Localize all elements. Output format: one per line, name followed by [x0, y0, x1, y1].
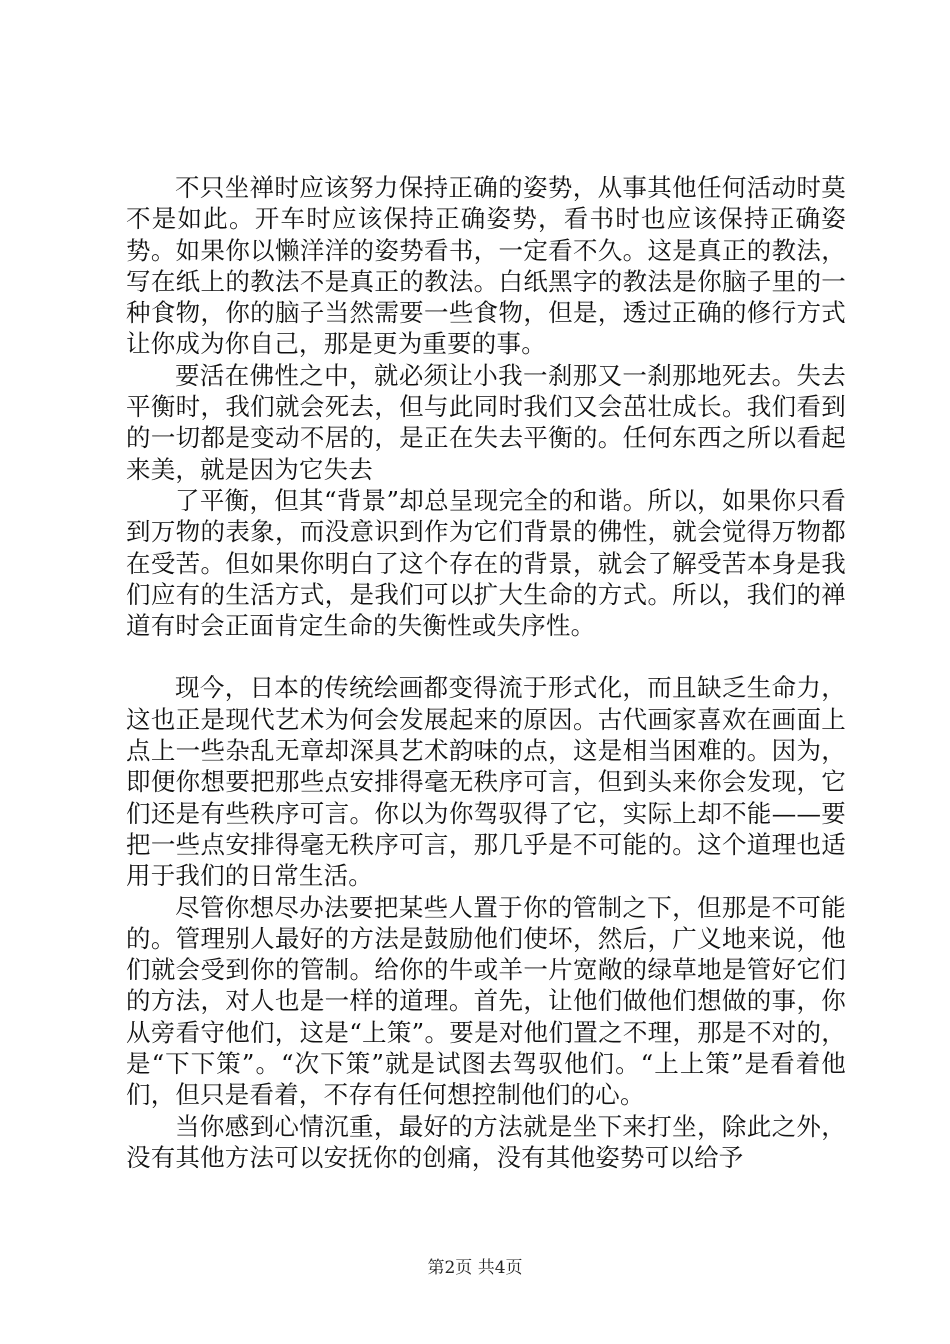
paragraph-6: 当你感到心情沉重，最好的方法就是坐下来打坐，除此之外，没有其他方法可以安抚你的创痛，没有其他姿势可以给予: [126, 1111, 846, 1172]
document-body: [126, 172, 846, 1173]
paragraph-2: 要活在佛性之中，就必须让小我一刹那又一刹那地死去。失去平衡时，我们就会死去，但与此同时我们又会茁壮成长。我们看到的一切都是变动不居的，是正在失去平衡的。任何东西之所以看起来美，就是因为它失去: [126, 360, 846, 484]
page-number-footer: 第2页 共4页: [427, 1258, 523, 1278]
paragraph-1: 不只坐禅时应该努力保持正确的姿势，从事其他任何活动时莫不是如此。开车时应该保持正确姿势，看书时也应该保持正确姿势。如果你以懒洋洋的姿势看书，一定看不久。这是真正的教法，写在纸上的教法不是真正的教法。白纸黑字的教法是你脑子里的一种食物，你的脑子当然需要一些食物，但是，透过正确的修行方式让你成为你自己，那是更为重要的事。: [126, 173, 846, 359]
paragraph-4: 现今，日本的传统绘画都变得流于形式化，而且缺乏生命力，这也正是现代艺术为何会发展起来的原因。古代画家喜欢在画面上点上一些杂乱无章却深具艺术韵味的点，这是相当困难的。因为，即便你想要把那些点安排得毫无秩序可言，但到头来你会发现，它们还是有些秩序可言。你以为你驾驭得了它，实际上却不能——要把一些点安排得毫无秩序可言，那几乎是不可能的。这个道理也适用于我们的日常生活。: [126, 673, 846, 891]
paragraph-3: 了平衡，但其“背景”却总呈现完全的和谐。所以，如果你只看到万物的表象，而没意识到作为它们背景的佛性，就会觉得万物都在受苦。但如果你明白了这个存在的背景，就会了解受苦本身是我们应有的生活方式，是我们可以扩大生命的方式。所以，我们的禅道有时会正面肯定生命的失衡性或失序性。: [126, 485, 846, 641]
paragraph-5: 尽管你想尽办法要把某些人置于你的管制之下，但那是不可能的。管理别人最好的方法是鼓励他们使坏，然后，广义地来说，他们就会受到你的管制。给你的牛或羊一片宽敞的绿草地是管好它们的方法，对人也是一样的道理。首先，让他们做他们想做的事，你从旁看守他们，这是“上策”。要是对他们置之不理，那是不对的，是“下下策”。“次下策”就是试图去驾驭他们。“上上策”是看着他们，但只是看着，不存有任何想控制他们的心。: [126, 892, 846, 1110]
